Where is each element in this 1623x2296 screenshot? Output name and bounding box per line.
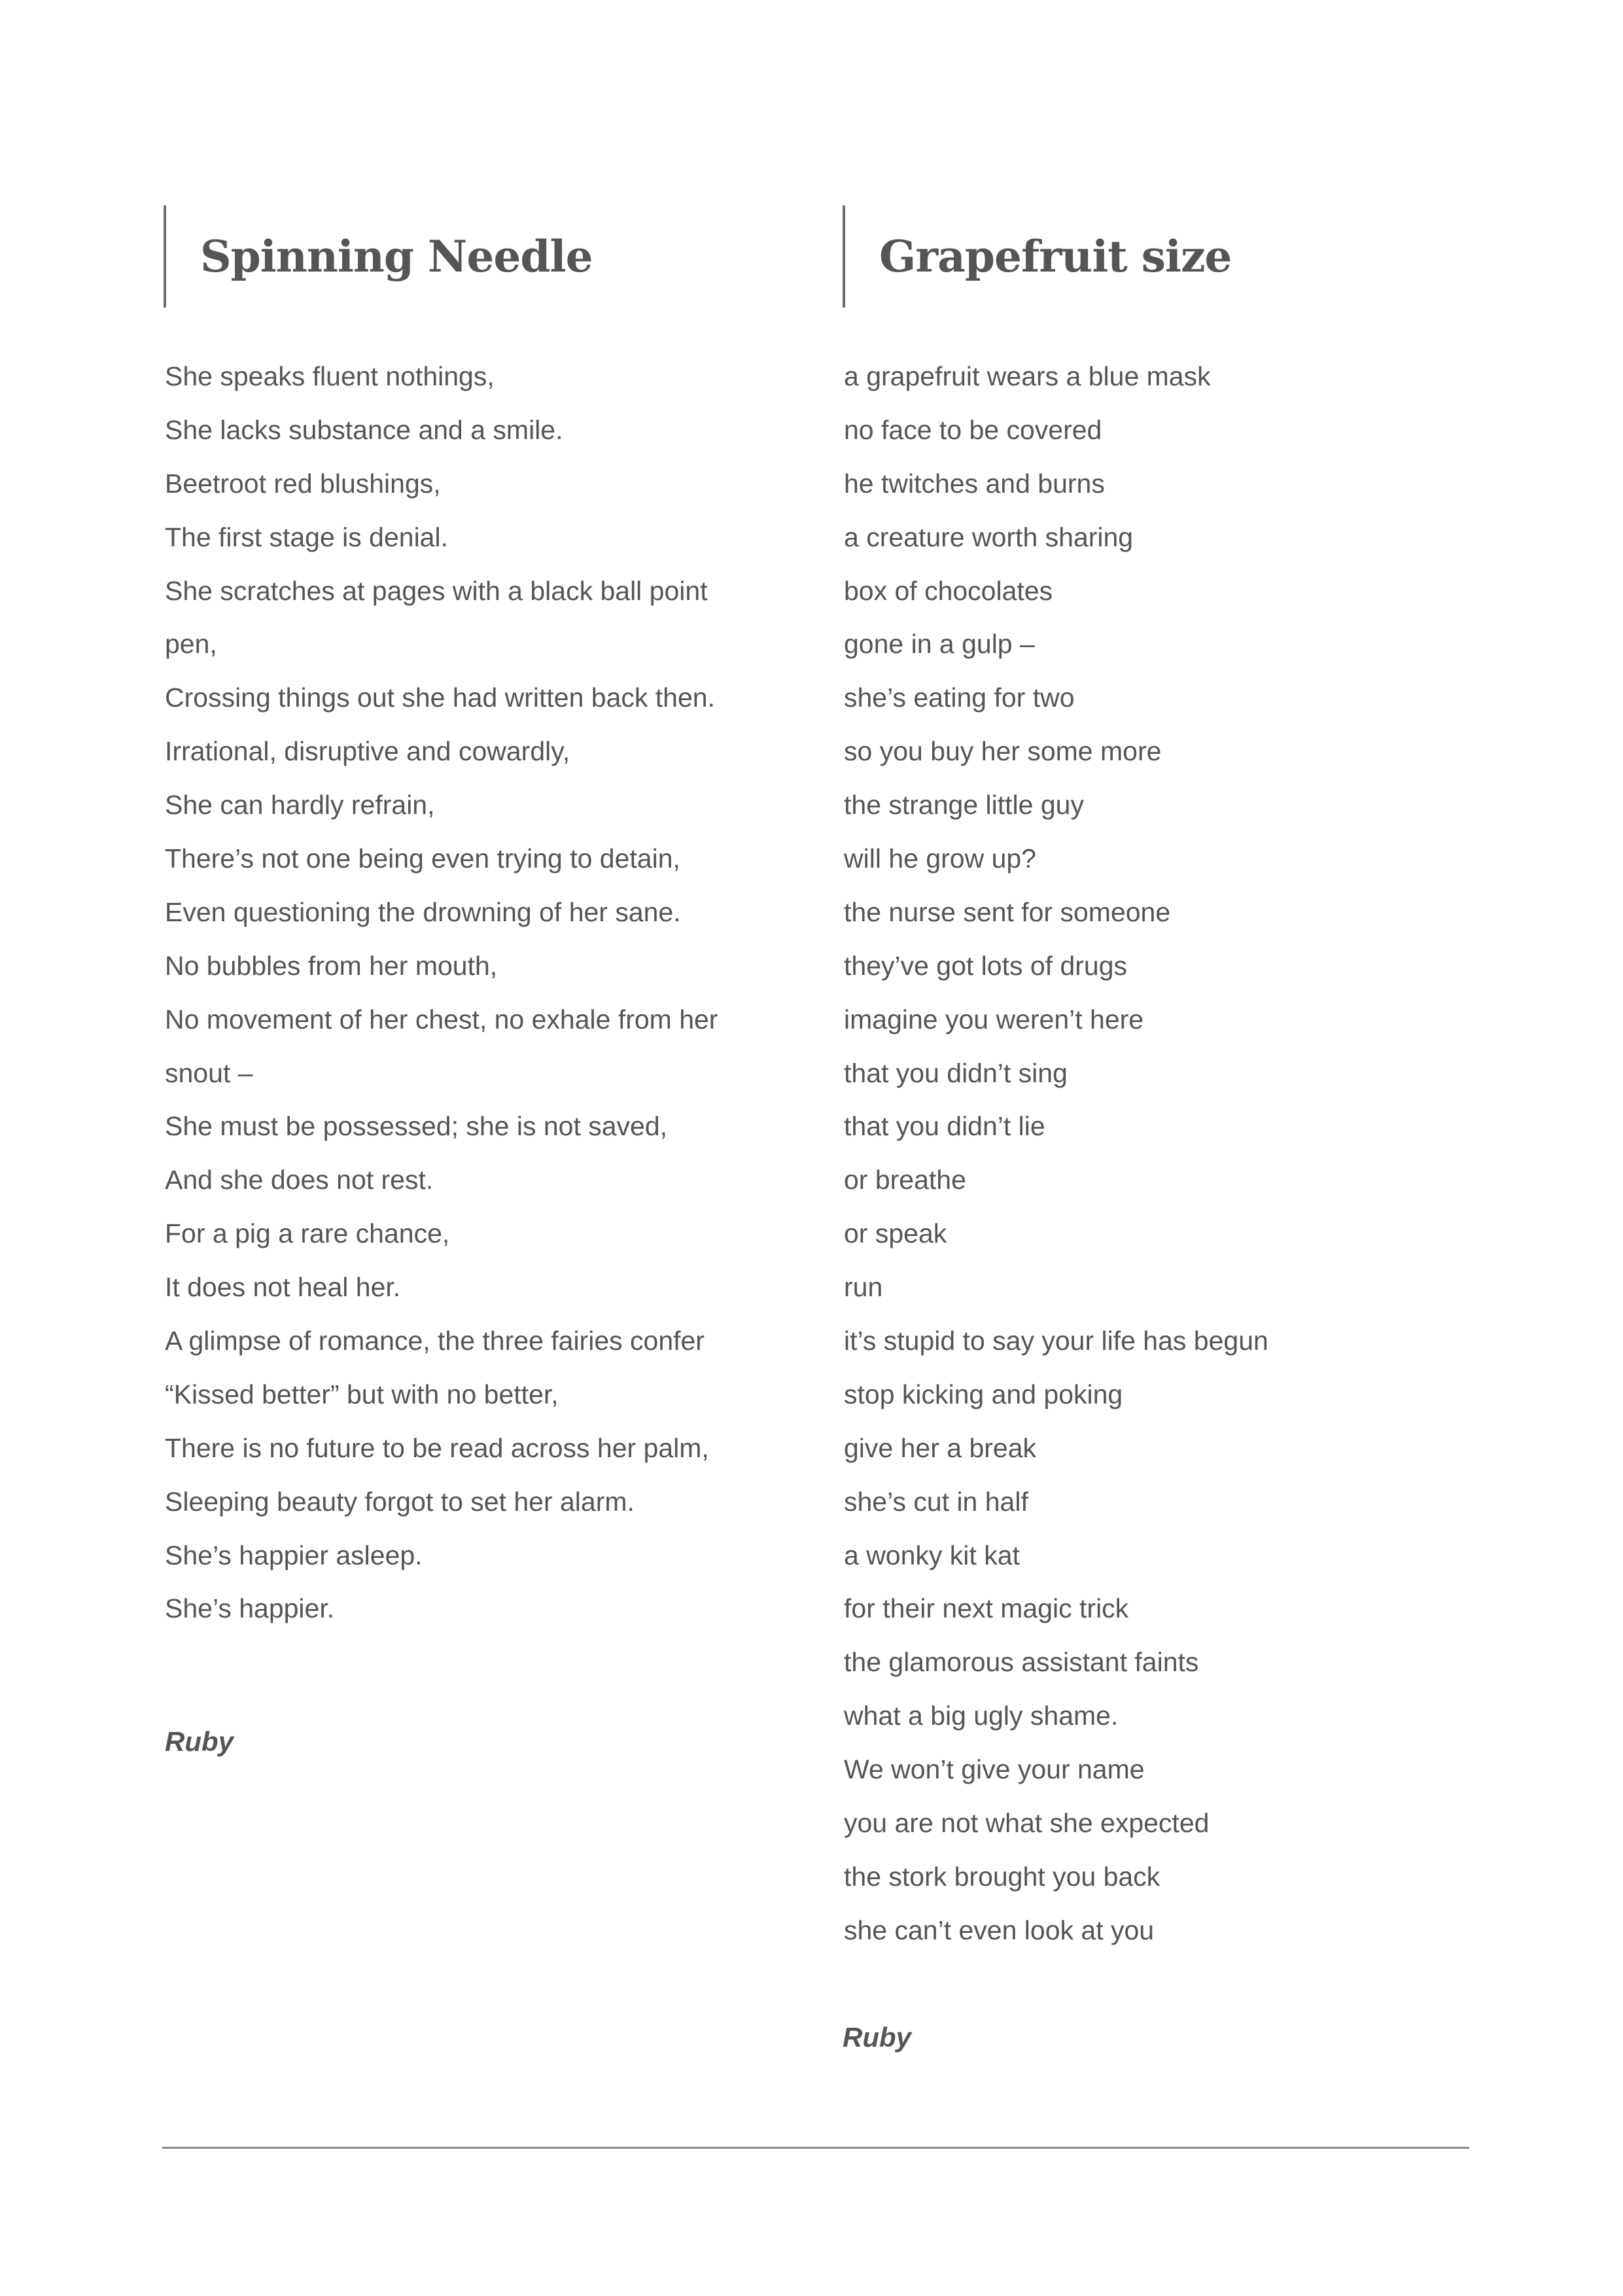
poem-line: She speaks fluent nothings, <box>165 361 495 391</box>
poem-line: Beetroot red blushings, <box>165 468 441 499</box>
poem-line: she’s eating for two <box>844 682 1075 713</box>
poem-line: She’s happier asleep. <box>165 1540 423 1570</box>
poem-line: or speak <box>844 1218 947 1249</box>
poem-line: the glamorous assistant faints <box>844 1647 1199 1678</box>
poem-line: Crossing things out she had written back then. <box>165 682 715 713</box>
poem-line: gone in a gulp – <box>844 629 1035 660</box>
poem-line: the stork brought you back <box>844 1861 1161 1892</box>
poem-line: Even questioning the drowning of her sane. <box>165 896 681 927</box>
poem-title: Spinning Needle <box>200 231 593 282</box>
poem-line: snout – <box>165 1057 253 1088</box>
poem-author: Ruby <box>165 1726 234 1757</box>
poem-line: We won’t give your name <box>844 1754 1145 1785</box>
poem-line: you are not what she expected <box>844 1808 1210 1839</box>
poem-line: box of chocolates <box>844 575 1053 606</box>
poem-line: or breathe <box>844 1165 966 1195</box>
poem-line: “Kissed better” but with no better, <box>165 1379 559 1409</box>
poem-title-block <box>843 205 1231 308</box>
poem-line: No movement of her chest, no exhale from her <box>165 1004 718 1034</box>
poem-line: stop kicking and poking <box>844 1379 1123 1409</box>
poem-line: It does not heal her. <box>165 1272 401 1303</box>
poem-line: There’s not one being even trying to detain, <box>165 843 680 874</box>
poem-line: that you didn’t sing <box>844 1057 1068 1088</box>
poem-line: For a pig a rare chance, <box>165 1218 450 1249</box>
poem-line: She must be possessed; she is not saved, <box>165 1111 668 1142</box>
poem-line: The first stage is denial. <box>165 521 448 552</box>
poem-line: She can hardly refrain, <box>165 790 435 821</box>
poem-line: She’s happier. <box>165 1593 335 1624</box>
poem-line: Sleeping beauty forgot to set her alarm. <box>165 1486 635 1517</box>
poem-line: She scratches at pages with a black ball point <box>165 575 708 606</box>
poem-line: they’ve got lots of drugs <box>844 950 1128 981</box>
poem-title-block <box>164 205 593 308</box>
poem-line: Irrational, disruptive and cowardly, <box>165 736 570 767</box>
poem-line: There is no future to be read across her palm, <box>165 1432 709 1463</box>
poem-line: no face to be covered <box>844 414 1102 445</box>
poem-line: a wonky kit kat <box>844 1540 1020 1570</box>
poem-line: she can’t even look at you <box>844 1915 1155 1945</box>
footer-divider <box>162 2147 1469 2149</box>
poem-line: And she does not rest. <box>165 1165 434 1195</box>
poem-line: so you buy her some more <box>844 736 1162 767</box>
poem-author: Ruby <box>843 2022 911 2053</box>
poem-line: run <box>844 1272 883 1303</box>
poem-line: he twitches and burns <box>844 468 1105 499</box>
poem-line: what a big ugly shame. <box>844 1701 1119 1731</box>
poem-title: Grapefruit size <box>879 231 1232 282</box>
poem-line: that you didn’t lie <box>844 1111 1045 1142</box>
poem-line: the nurse sent for someone <box>844 896 1171 927</box>
poem-line: A glimpse of romance, the three fairies confer <box>165 1326 705 1356</box>
poem-line: she’s cut in half <box>844 1486 1028 1517</box>
poem-line: a creature worth sharing <box>844 521 1134 552</box>
poem-line: will he grow up? <box>844 843 1036 874</box>
poem-line: She lacks substance and a smile. <box>165 414 563 445</box>
poem-lines <box>165 350 718 1636</box>
poem-line: imagine you weren’t here <box>844 1004 1144 1034</box>
poem-line: a grapefruit wears a blue mask <box>844 361 1211 391</box>
poem-line: give her a break <box>844 1432 1037 1463</box>
poem-lines <box>844 350 1268 1958</box>
poem-line: No bubbles from her mouth, <box>165 950 498 981</box>
poem-line: for their next magic trick <box>844 1593 1129 1624</box>
poem-line: pen, <box>165 629 217 660</box>
poem-line: it’s stupid to say your life has begun <box>844 1326 1268 1356</box>
poem-line: the strange little guy <box>844 790 1084 821</box>
